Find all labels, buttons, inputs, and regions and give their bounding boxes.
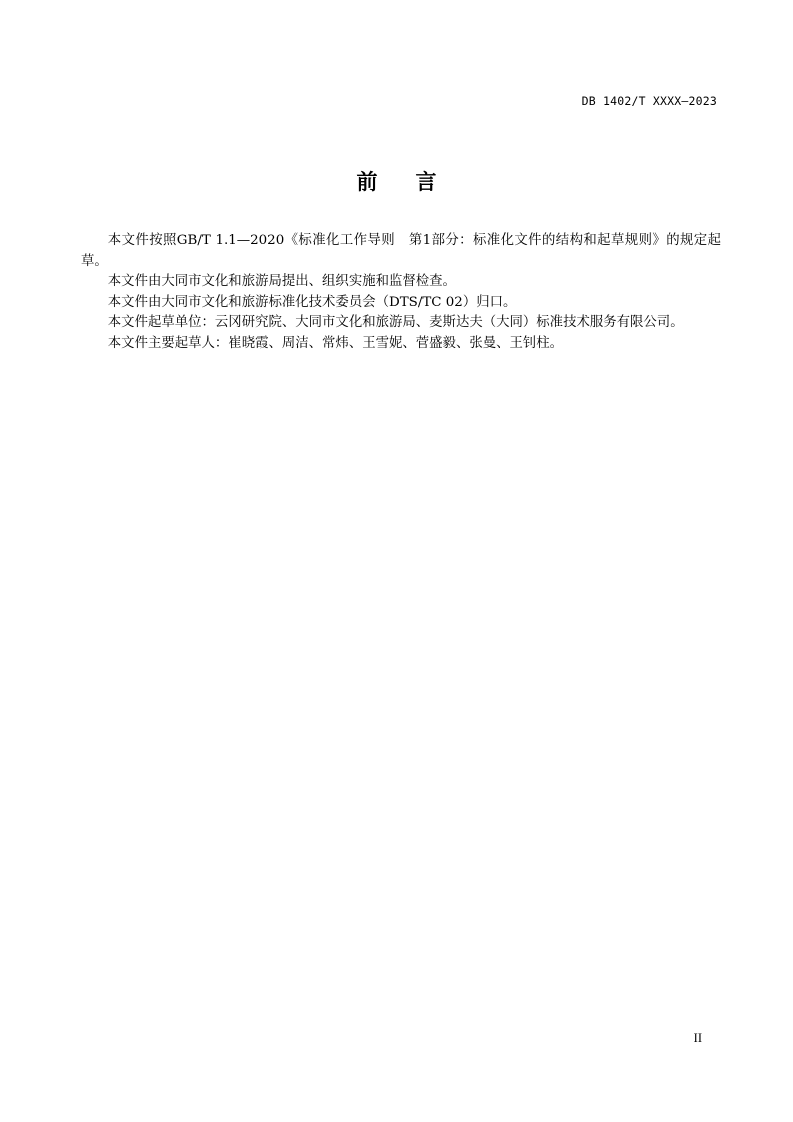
paragraph-proposer: 本文件由大同市文化和旅游局提出、组织实施和监督检查。 [107,274,456,289]
page-title: 前言 [356,170,475,194]
document-code: DB 1402/T XXXX—2023 [581,94,717,108]
foreword-body [81,231,721,354]
paragraph-drafting-rules: 本文件按照GB/T 1.1—2020《标准化工作导则 第1部分：标准化文件的结构和起草规则》的规定起草。 [81,233,721,269]
paragraph-committee: 本文件由大同市文化和旅游标准化技术委员会（DTS/TC 02）归口。 [107,294,517,310]
paragraph-drafters: 本文件主要起草人：崔晓霞、周洁、常炜、王雪妮、菅盛毅、张曼、王钊柱。 [107,335,564,351]
page-number: II [693,1031,702,1045]
paragraph-drafting-units: 本文件起草单位：云冈研究院、大同市文化和旅游局、麦斯达夫（大同）标准技术服务有限公司。 [107,315,684,330]
